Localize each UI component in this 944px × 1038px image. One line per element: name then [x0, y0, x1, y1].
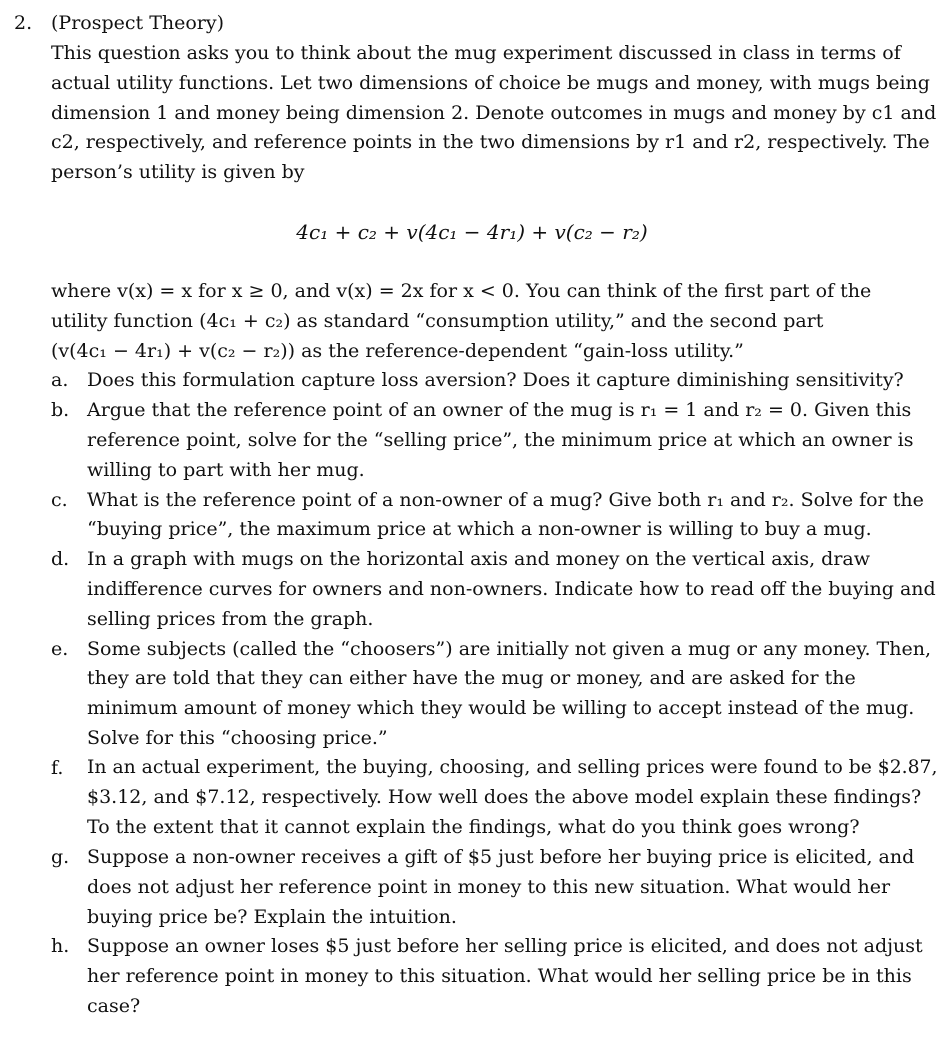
intro-line: dimension 1 and money being dimension 2. Denote outcomes in mugs and money by c1 and	[51, 102, 937, 124]
item-a-line: Does this formulation capture loss aversion? Does it capture diminishing sensitivity?	[87, 369, 904, 391]
item-letter-c: c.	[51, 489, 68, 511]
item-b-line: Argue that the reference point of an owner of the mug is r₁ = 1 and r₂ = 0. Given this	[87, 399, 912, 421]
item-letter-f: f.	[51, 757, 64, 779]
intro-line: This question asks you to think about the mug experiment discussed in class in terms of	[51, 42, 901, 64]
item-h-line: her reference point in money to this situation. What would her selling price be in this	[87, 965, 912, 987]
after-equation-line: utility function (4c₁ + c₂) as standard “consumption utility,” and the second part	[51, 310, 824, 332]
intro-line: person’s utility is given by	[51, 161, 305, 183]
item-letter-b: b.	[51, 399, 70, 421]
item-c-line: What is the reference point of a non-owner of a mug? Give both r₁ and r₂. Solve for the	[87, 489, 924, 511]
item-e-line: Some subjects (called the “choosers”) are initially not given a mug or any money. Then,	[87, 638, 931, 660]
item-g-line: does not adjust her reference point in money to this new situation. What would her	[87, 876, 891, 898]
item-letter-h: h.	[51, 935, 70, 957]
item-letter-a: a.	[51, 369, 69, 391]
item-letter-e: e.	[51, 638, 69, 660]
item-b-line: reference point, solve for the “selling price”, the minimum price at which an owner is	[87, 429, 914, 451]
item-letter-d: d.	[51, 548, 70, 570]
item-f-line: In an actual experiment, the buying, choosing, and selling prices were found to be $2.87,	[87, 757, 938, 778]
item-e-line: they are told that they can either have the mug or money, and are asked for the	[87, 667, 856, 689]
item-d-line: indifference curves for owners and non-owners. Indicate how to read off the buying and	[87, 578, 936, 600]
item-h-line: case?	[87, 995, 141, 1017]
item-b-line: willing to part with her mug.	[87, 459, 365, 481]
item-f-line: $3.12, and $7.12, respectively. How well does the above model explain these findings?	[87, 786, 922, 808]
item-d-line: selling prices from the graph.	[87, 608, 374, 630]
item-e-line: Solve for this “choosing price.”	[87, 727, 388, 749]
item-c-line: “buying price”, the maximum price at which a non-owner is willing to buy a mug.	[87, 518, 872, 540]
item-g-line: Suppose a non-owner receives a gift of $5 just before her buying price is elicited, and	[87, 846, 915, 868]
question-number: 2.	[14, 12, 33, 34]
item-d-line: In a graph with mugs on the horizontal axis and money on the vertical axis, draw	[87, 548, 870, 570]
after-equation-line: (v(4c₁ − 4r₁) + v(c₂ − r₂)) as the reference-dependent “gain-loss utility.”	[51, 340, 744, 362]
after-equation-line: where v(x) = x for x ≥ 0, and v(x) = 2x for x < 0. You can think of the first part of the	[51, 280, 872, 302]
utility-equation: 4c₁ + c₂ + v(4c₁ − 4r₁) + v(c₂ − r₂)	[296, 220, 648, 244]
item-e-line: minimum amount of money which they would be willing to accept instead of the mug.	[87, 697, 915, 719]
intro-line: actual utility functions. Let two dimensions of choice be mugs and money, with mugs being	[51, 72, 930, 94]
question-title: (Prospect Theory)	[51, 12, 225, 34]
item-g-line: buying price be? Explain the intuition.	[87, 906, 457, 928]
item-f-line: To the extent that it cannot explain the findings, what do you think goes wrong?	[87, 816, 860, 838]
item-letter-g: g.	[51, 846, 70, 868]
intro-line: c2, respectively, and reference points in the two dimensions by r1 and r2, respectively. The	[51, 131, 930, 153]
item-h-line: Suppose an owner loses $5 just before her selling price is elicited, and does not adjust	[87, 935, 923, 957]
